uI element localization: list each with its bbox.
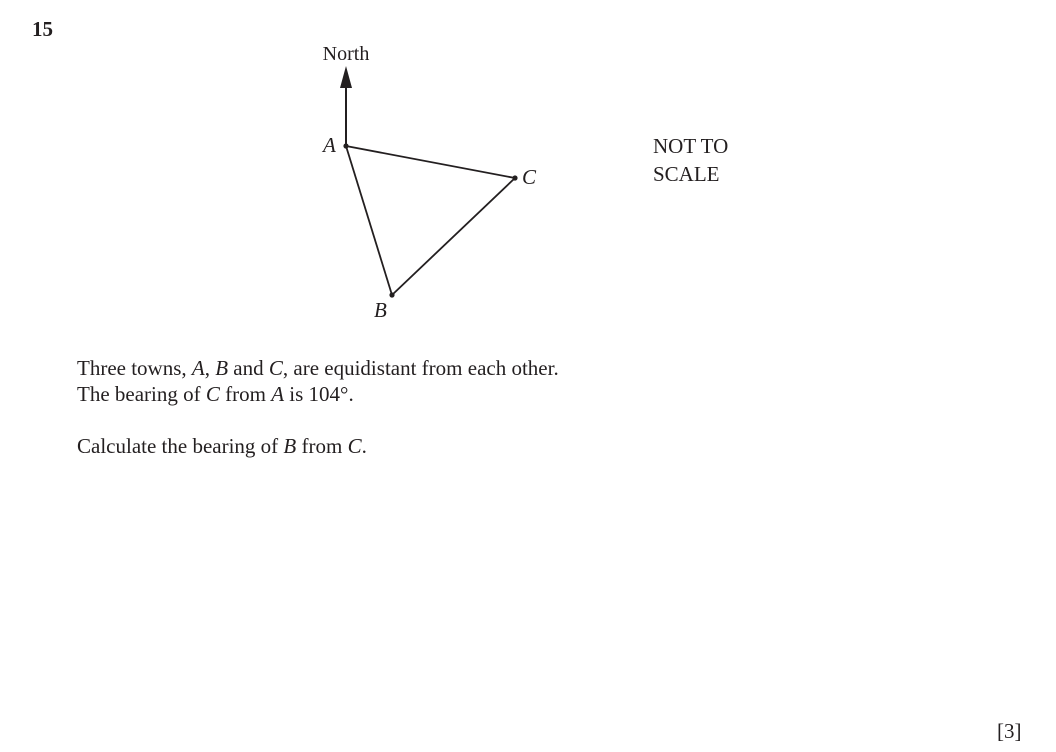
stem-text: The bearing of (77, 382, 206, 406)
not-to-scale-line2: SCALE (653, 162, 720, 186)
town-c-ref: C (268, 356, 283, 380)
north-label: North (322, 43, 370, 65)
stem-line-2 (77, 381, 777, 407)
question-number: 15 (32, 17, 53, 41)
stem-line-3 (77, 433, 777, 459)
not-to-scale-line1: NOT TO (653, 134, 729, 158)
point-c-dot (512, 175, 517, 180)
stem-text: Three towns, (77, 356, 192, 380)
edge-ac (346, 146, 515, 178)
point-b-label: B (374, 298, 387, 322)
town-b-ref: B (215, 356, 229, 380)
town-a-ref: A (271, 382, 285, 406)
point-a-label: A (323, 133, 336, 157)
stem-text: . (361, 434, 367, 458)
stem-text: from (219, 382, 272, 406)
town-b-ref: B (283, 434, 297, 458)
stem-text: is 104°. (284, 382, 354, 406)
question-stem (77, 355, 777, 459)
marks-allocation: [3] (997, 719, 1022, 743)
edge-ab (346, 146, 392, 295)
north-arrow-head (340, 66, 352, 88)
point-a-dot (343, 143, 348, 148)
town-c-ref: C (205, 382, 220, 406)
stem-gap (77, 407, 777, 433)
bearing-diagram (0, 0, 1056, 340)
point-b-dot (389, 292, 394, 297)
stem-text: Calculate the bearing of (77, 434, 284, 458)
stem-text: from (296, 434, 348, 458)
town-c-ref: C (347, 434, 362, 458)
not-to-scale-note (653, 132, 773, 188)
stem-text: , (204, 356, 216, 380)
town-a-ref: A (191, 356, 205, 380)
stem-text: , are equidistant from each other. (282, 356, 559, 380)
stem-text: and (228, 356, 269, 380)
point-c-label: C (522, 165, 537, 189)
edge-cb (392, 178, 515, 295)
stem-line-1 (77, 355, 777, 381)
